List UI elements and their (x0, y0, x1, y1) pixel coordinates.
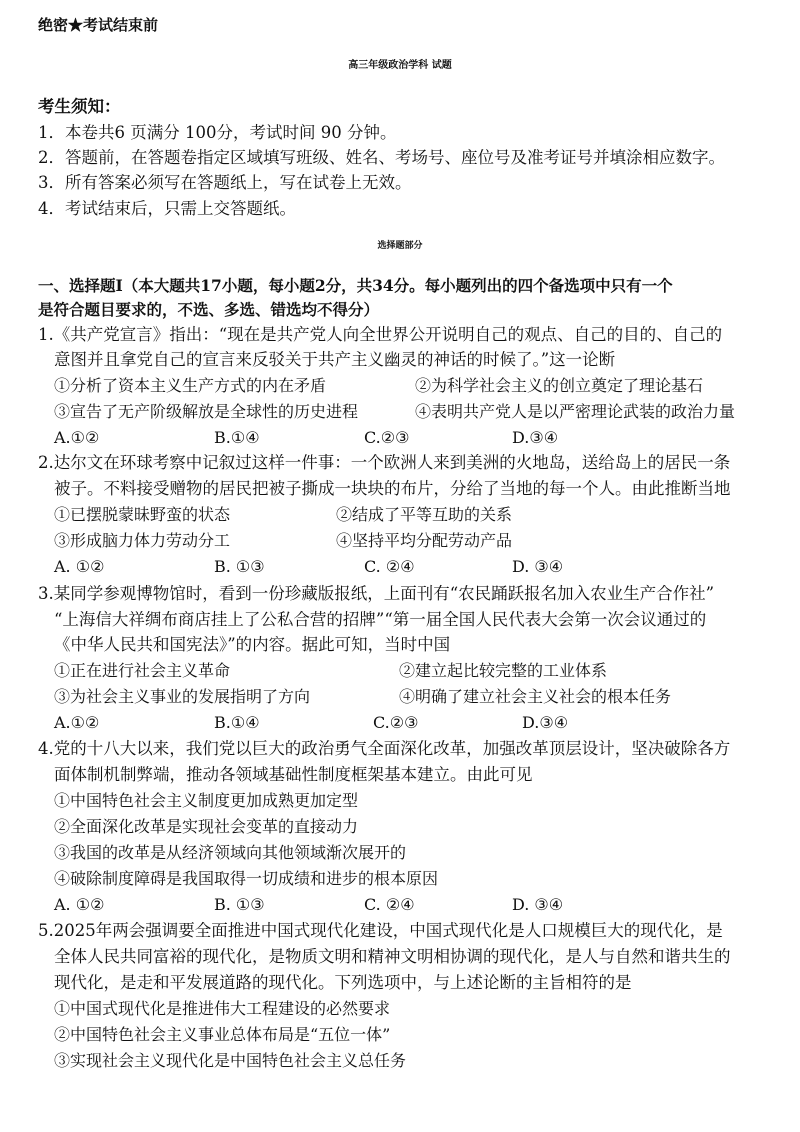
answer-choice[interactable]: A. ①② (54, 895, 105, 914)
notice-item: 2．答题前，在答题卷指定区域填写班级、姓名、考场号、座位号及准考证号并填涂相应数字。 (38, 148, 725, 167)
question-stem: 面体制机制弊端，推动各领域基础性制度框架基本建立。由此可见 (54, 765, 533, 784)
notice-item: 4．考试结束后，只需上交答题纸。 (38, 199, 296, 218)
question-item: ①已摆脱蒙昧野蛮的状态 (54, 505, 231, 524)
question-stem: 全体人民共同富裕的现代化，是物质文明和精神文明相协调的现代化，是人与自然和谐共生的 (54, 947, 731, 966)
section-title: 选择题部分 (377, 241, 423, 251)
question-stem: 5.2025年两会强调要全面推进中国式现代化建设，中国式现代化是人口规模巨大的现代化，是 (38, 921, 723, 940)
answer-choice[interactable]: C.②③ (373, 713, 419, 732)
notice-item: 3．所有答案必须写在答题纸上，写在试卷上无效。 (38, 173, 412, 192)
question-stem: 2.达尔文在环球考察中记叙过这样一件事：一个欧洲人来到美洲的火地岛，送给岛上的居民一条 (38, 453, 731, 472)
answer-choice[interactable]: D.③④ (512, 428, 559, 447)
question-stem: 4.党的十八大以来，我们党以巨大的政治勇气全面深化改革，加强改革顶层设计，坚决破除各方 (38, 739, 731, 758)
question-stem: 被子。不料接受赠物的居民把被子撕成一块块的布片，分给了当地的每一个人。由此推断当地 (54, 479, 731, 498)
question-item: ③为社会主义事业的发展指明了方向 (54, 687, 311, 706)
question-item: ④坚持平均分配劳动产品 (336, 531, 513, 550)
question-item: ②全面深化改革是实现社会变革的直接动力 (54, 817, 359, 836)
question-stem: 3.某同学参观博物馆时，看到一份珍藏版报纸，上面刊有“农民踊跃报名加入农业生产合作社” (38, 584, 715, 603)
question-stem: 现代化，是走和平发展道路的现代化。下列选项中，与上述论断的主旨相符的是 (54, 973, 632, 992)
notice-item: 1．本卷共6 页满分 100分，考试时间 90 分钟。 (38, 123, 397, 142)
section-instruction: 一、选择题Ⅰ（本大题共17小题，每小题2分，共34分。每小题列出的四个备选项中只有一个 (38, 276, 673, 295)
page-title: 高三年级政治学科 试题 (348, 60, 452, 71)
question-item: ③形成脑力体力劳动分工 (54, 531, 231, 550)
question-item: ①正在进行社会主义革命 (54, 661, 231, 680)
answer-choice[interactable]: C. ②④ (364, 557, 415, 576)
question-stem: 意图并且拿党自己的宣言来反驳关于共产主义幽灵的神话的时候了。”这一论断 (54, 350, 616, 369)
question-stem: 1.《共产党宣言》指出：“现在是共产党人向全世界公开说明自己的观点、自己的目的、自己的 (38, 325, 723, 344)
question-item: ④表明共产党人是以严密理论武装的政治力量 (415, 402, 736, 421)
question-item: ①中国特色社会主义制度更加成熟更加定型 (54, 791, 359, 810)
answer-choice[interactable]: A.①② (54, 428, 100, 447)
answer-choice[interactable]: D. ③④ (512, 895, 564, 914)
answer-choice[interactable]: B.①④ (214, 713, 260, 732)
question-item: ③实现社会主义现代化是中国特色社会主义总任务 (54, 1051, 407, 1070)
answer-choice[interactable]: A.①② (54, 713, 100, 732)
question-stem: “上海信大祥绸布商店挂上了公私合营的招牌”“第一届全国人民代表大会第一次会议通过的 (54, 610, 707, 629)
question-item: ③宣告了无产阶级解放是全球性的历史进程 (54, 402, 359, 421)
question-item: ①中国式现代化是推进伟大工程建设的必然要求 (54, 999, 391, 1018)
answer-choice[interactable]: C. ②④ (364, 895, 415, 914)
confidential-label: 绝密★考试结束前 (38, 16, 159, 34)
question-item: ②为科学社会主义的创立奠定了理论基石 (415, 376, 704, 395)
question-stem: 《中华人民共和国宪法》”的内容。据此可知，当时中国 (54, 635, 451, 654)
answer-choice[interactable]: B.①④ (214, 428, 260, 447)
question-item: ②结成了平等互助的关系 (336, 505, 513, 524)
question-item: ③我国的改革是从经济领域向其他领域渐次展开的 (54, 843, 407, 862)
answer-choice[interactable]: A. ①② (54, 557, 105, 576)
question-item: ④明确了建立社会主义社会的根本任务 (399, 687, 672, 706)
section-instruction: 是符合题目要求的，不选、多选、错选均不得分） (38, 300, 380, 319)
answer-choice[interactable]: B. ①③ (214, 895, 265, 914)
answer-choice[interactable]: D. ③④ (512, 557, 564, 576)
question-item: ②建立起比较完整的工业体系 (399, 661, 608, 680)
notice-label: 考生须知： (38, 97, 121, 116)
answer-choice[interactable]: D.③④ (522, 713, 569, 732)
question-item: ①分析了资本主义生产方式的内在矛盾 (54, 376, 327, 395)
question-item: ④破除制度障碍是我国取得一切成绩和进步的根本原因 (54, 869, 439, 888)
answer-choice[interactable]: C.②③ (364, 428, 410, 447)
question-item: ②中国特色社会主义事业总体布局是“五位一体” (54, 1025, 391, 1044)
answer-choice[interactable]: B. ①③ (214, 557, 265, 576)
